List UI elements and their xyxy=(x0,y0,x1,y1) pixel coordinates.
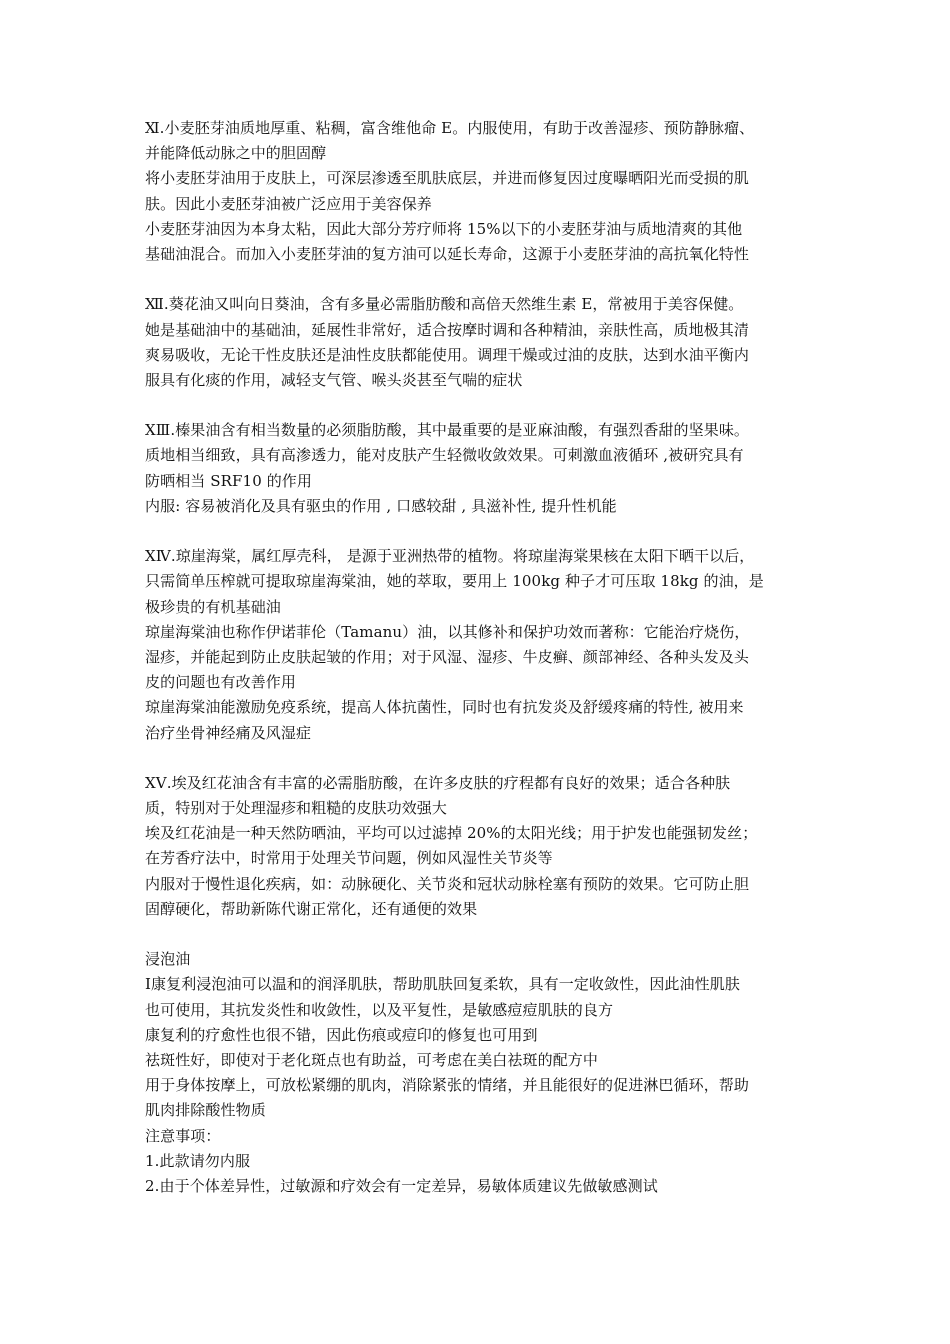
section-tamanu-oil xyxy=(145,544,815,746)
text-line: Ⅺ.小麦胚芽油质地厚重、粘稠，富含维他命 E。内服使用，有助于改善湿疹、预防静脉瘤、 xyxy=(145,119,755,137)
text-line: 祛斑性好，即使对于老化斑点也有助益，可考虑在美白祛斑的配方中 xyxy=(145,1050,599,1069)
paragraph-gap xyxy=(145,922,815,947)
text-line: 皮的问题也有改善作用 xyxy=(145,673,297,692)
text-line: 也可使用，其抗发炎性和收敛性，以及平复性，是敏感痘痘肌肤的良方 xyxy=(145,1000,614,1019)
text-line: ⅩⅣ.琼崖海棠，属红厚壳科， 是源于亚洲热带的植物。将琼崖海棠果核在太阳下晒干以后， xyxy=(145,547,755,566)
note-item: 1.此款请勿内服 xyxy=(145,1151,251,1170)
text-line: 肤。因此小麦胚芽油被广泛应用于美容保养 xyxy=(145,194,432,213)
paragraph-gap xyxy=(145,393,815,418)
text-line: 她是基础油中的基础油，延展性非常好，适合按摩时调和各种精油，亲肤性高，质地极其清 xyxy=(145,320,750,339)
document-body xyxy=(145,116,815,1199)
text-line: 将小麦胚芽油用于皮肤上，可深层渗透至肌肤底层，并进而修复因过度曝晒阳光而受损的肌 xyxy=(145,169,750,188)
text-line: 质地相当细致，具有高渗透力，能对皮肤产生轻微收敛效果。可刺激血液循环 ,被研究具有 xyxy=(145,446,744,465)
notes-heading: 注意事项： xyxy=(145,1126,221,1145)
text-line: ⅩⅤ.埃及红花油含有丰富的必需脂肪酸，在许多皮肤的疗程都有良好的效果；适合各种肤 xyxy=(145,773,731,792)
text-line: 基础油混合。而加入小麦胚芽油的复方油可以延长寿命，这源于小麦胚芽油的高抗氧化特性 xyxy=(145,244,750,263)
section-heading: 浸泡油 xyxy=(145,950,191,969)
section-wheat-germ-oil xyxy=(145,116,815,267)
text-line: 内服对于慢性退化疾病，如：动脉硬化、关节炎和冠状动脉栓塞有预防的效果。它可防止胆 xyxy=(145,874,750,893)
text-line: 小麦胚芽油因为本身太粘，因此大部分芳疗师将 15%以下的小麦胚芽油与质地清爽的其他 xyxy=(145,219,743,238)
text-line: 琼崖海棠油能激励免疫系统，提高人体抗菌性，同时也有抗发炎及舒缓疼痛的特性, 被用来 xyxy=(145,698,744,717)
text-line: 质，特别对于处理湿疹和粗糙的皮肤功效强大 xyxy=(145,799,448,818)
text-line: ⅩⅢ.榛果油含有相当数量的必须脂肪酸，其中最重要的是亚麻油酸，有强烈香甜的坚果味。 xyxy=(145,421,750,440)
text-line: 爽易吸收，无论干性皮肤还是油性皮肤都能使用。调理干燥或过油的皮肤，达到水油平衡内 xyxy=(145,345,750,364)
text-line: 琼崖海棠油也称作伊诺菲伦（Tamanu）油，以其修补和保护功效而著称：它能治疗烧伤， xyxy=(145,622,750,641)
text-line: 用于身体按摩上，可放松紧绷的肌肉，消除紧张的情绪，并且能很好的促进淋巴循环，帮助 xyxy=(145,1076,750,1095)
paragraph-gap xyxy=(145,519,815,544)
text-line: 治疗坐骨神经痛及风湿症 xyxy=(145,723,312,742)
section-evening-primrose-oil xyxy=(145,771,815,922)
section-infused-oil xyxy=(145,947,815,1199)
text-line: 并能降低动脉之中的胆固醇 xyxy=(145,144,327,163)
text-line: 埃及红花油是一种天然防晒油，平均可以过滤掉 20%的太阳光线；用于护发也能强韧发丝； xyxy=(145,824,758,843)
text-line: Ⅻ.葵花油又叫向日葵油，含有多量必需脂肪酸和高倍天然维生素 E，常被用于美容保健。 xyxy=(145,295,744,314)
text-line: 只需简单压榨就可提取琼崖海棠油，她的萃取，要用上 100kg 种子才可压取 18kg 的油，是 xyxy=(145,572,764,591)
paragraph-gap xyxy=(145,746,815,771)
text-line: 服具有化痰的作用，减轻支气管、喉头炎甚至气喘的症状 xyxy=(145,370,523,389)
text-line: 内服: 容易被消化及具有驱虫的作用 , 口感较甜 , 具滋补性, 提升性机能 xyxy=(145,496,617,515)
text-line: 康复利的疗愈性也很不错，因此伤痕或痘印的修复也可用到 xyxy=(145,1025,538,1044)
text-line: 在芳香疗法中，时常用于处理关节问题，例如风湿性关节炎等 xyxy=(145,849,553,868)
paragraph-gap xyxy=(145,267,815,292)
section-hazelnut-oil xyxy=(145,418,815,519)
text-line: 固醇硬化，帮助新陈代谢正常化，还有通便的效果 xyxy=(145,899,478,918)
note-item: 2.由于个体差异性，过敏源和疗效会有一定差异，易敏体质建议先做敏感测试 xyxy=(145,1176,658,1195)
text-line: 极珍贵的有机基础油 xyxy=(145,597,281,616)
text-line: 肌肉排除酸性物质 xyxy=(145,1101,266,1120)
section-sunflower-oil xyxy=(145,292,815,393)
text-line: 防晒相当 SRF10 的作用 xyxy=(145,471,313,490)
text-line: Ⅰ康复利浸泡油可以温和的润泽肌肤，帮助肌肤回复柔软，具有一定收敛性，因此油性肌肤 xyxy=(145,975,740,994)
text-line: 湿疹，并能起到防止皮肤起皱的作用；对于风湿、湿疹、牛皮癣、颜部神经、各种头发及头 xyxy=(145,647,750,666)
